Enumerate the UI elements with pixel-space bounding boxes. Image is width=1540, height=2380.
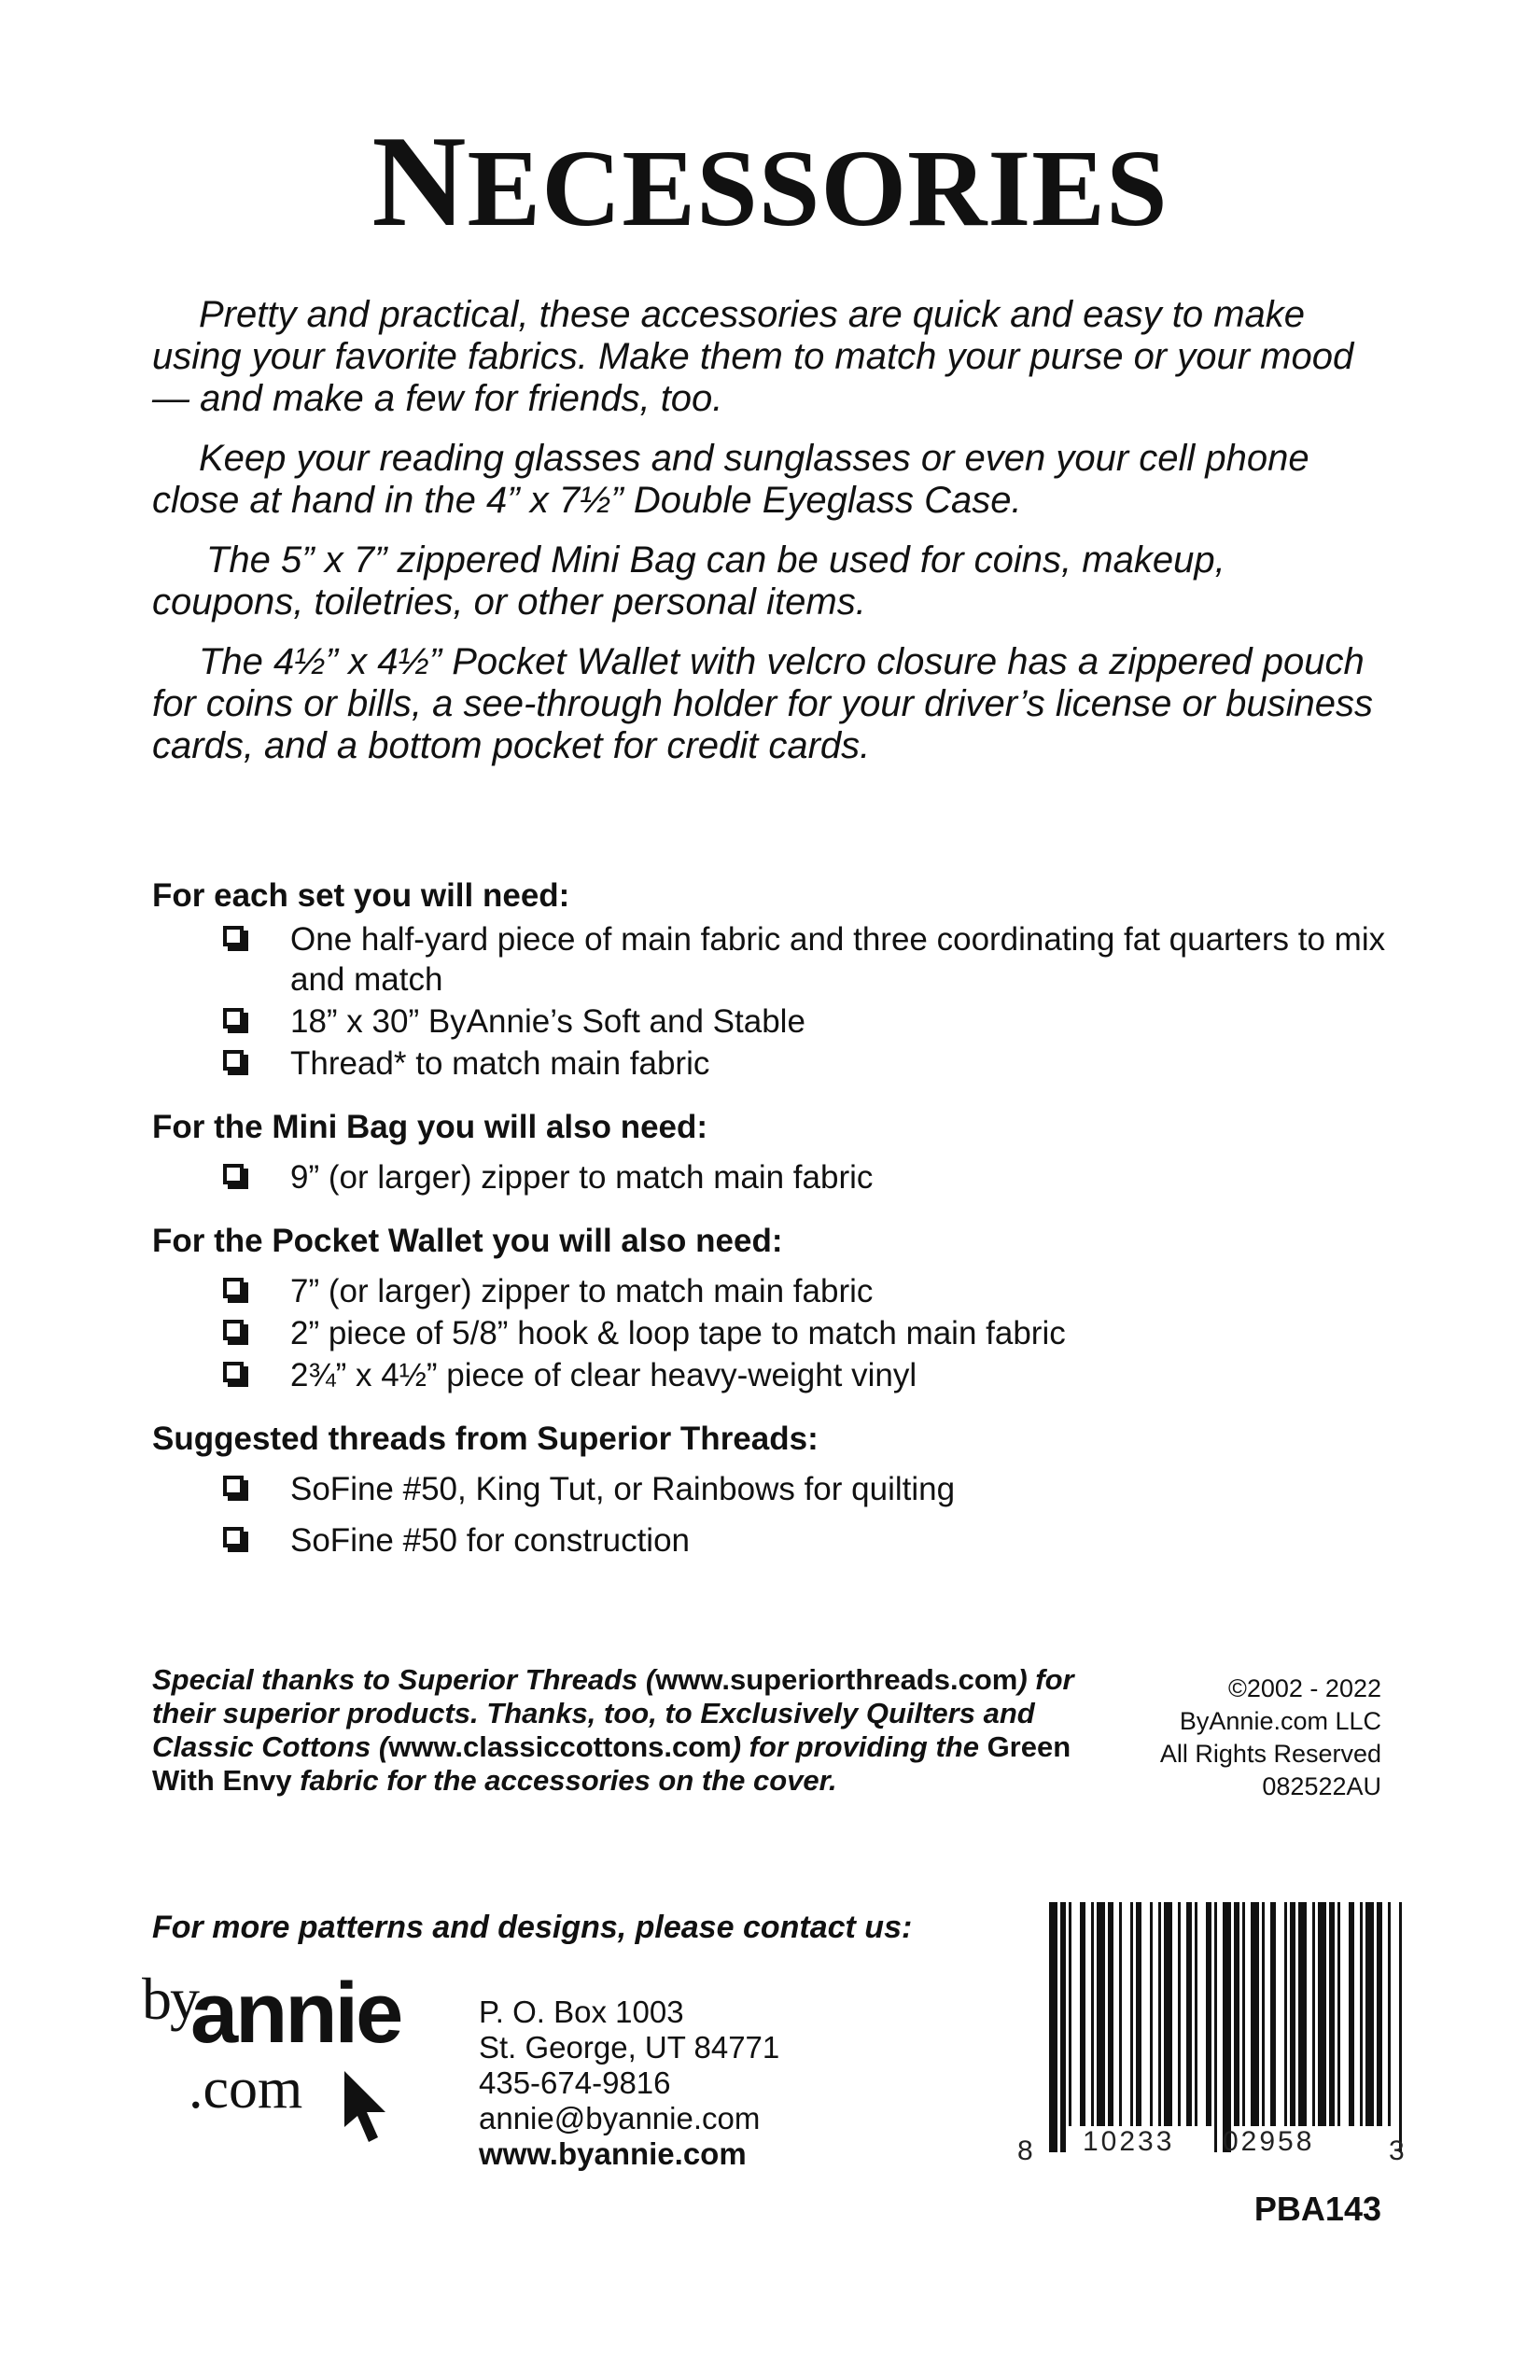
website-link[interactable]: www.byannie.com <box>479 2136 747 2171</box>
barcode-bar <box>1049 1902 1057 2152</box>
barcode-digits: 10233 <box>1083 2126 1175 2157</box>
barcode-bar <box>1312 1902 1315 2126</box>
checkbox-icon <box>223 1278 244 1298</box>
checklist-item: 9” (or larger) zipper to match main fabric <box>152 1157 1403 1197</box>
acknowledgements: Special thanks to Superior Threads (www.superiorthreads.com) for their superior products. Thanks, too, to Exclusively Quilters and Classic Cottons (www.classiccottons.com) for providing the Green With Envy fabric for the accessories on the cover. <box>152 1663 1074 1797</box>
fabric-name: Green With Envy <box>152 1730 1071 1797</box>
phone-number: 435-674-9816 <box>479 2065 671 2100</box>
barcode <box>1017 1902 1407 2173</box>
barcode-digit: 8 <box>1017 2135 1036 2166</box>
copyright-line: ©2002 - 2022 <box>1227 1674 1381 1702</box>
checkbox-icon <box>223 1527 244 1547</box>
barcode-bar <box>1130 1902 1133 2126</box>
company-name: ByAnnie.com LLC <box>1179 1707 1381 1735</box>
intro-paragraph: Pretty and practical, these accessories are quick and easy to make using your favorite fabrics. Make them to match your purse or your mood — and make a few for friends, too. <box>152 294 1354 419</box>
version-code: 082522AU <box>1262 1772 1381 1800</box>
checklist-item: 2” piece of 5/8” hook & loop tape to match main fabric <box>152 1313 1403 1353</box>
barcode-bar <box>1195 1902 1197 2126</box>
barcode-bar <box>1060 1902 1066 2152</box>
checkbox-icon <box>223 1320 244 1340</box>
copyright-block <box>1101 1673 1381 1803</box>
checklist-item: SoFine #50 for construction <box>152 1520 1403 1561</box>
intro-paragraph: The 5” x 7” zippered Mini Bag can be used for coins, makeup, coupons, toiletries, or other personal items. <box>152 539 1225 623</box>
barcode-bar <box>1091 1902 1094 2126</box>
checkbox-icon <box>223 926 244 946</box>
barcode-digits: 02958 <box>1223 2126 1315 2157</box>
barcode-digit: 3 <box>1389 2135 1407 2166</box>
checklist-item: 7” (or larger) zipper to match main fabric <box>152 1271 1403 1311</box>
address-line: P. O. Box 1003 <box>479 1995 684 2029</box>
barcode-bar <box>1097 1902 1105 2126</box>
email-address[interactable]: annie@byannie.com <box>479 2101 761 2135</box>
checklist <box>152 919 1403 1084</box>
checklist-item: 2¾” x 4½” piece of clear heavy-weight vinyl <box>152 1355 1403 1395</box>
byannie-logo <box>142 1965 422 2151</box>
contact-address <box>479 1995 779 2172</box>
superior-threads-link[interactable]: www.superiorthreads.com <box>655 1663 1018 1696</box>
checklist <box>152 1469 1403 1561</box>
barcode-bar <box>1270 1902 1276 2126</box>
materials-heading: For the Mini Bag you will also need: <box>152 1109 708 1145</box>
barcode-bar <box>1262 1902 1265 2126</box>
barcode-bar <box>1360 1902 1363 2126</box>
barcode-bar <box>1136 1902 1141 2126</box>
intro-paragraph: Keep your reading glasses and sunglasses or even your cell phone close at hand in the 4” x 7½” Double Eyeglass Case. <box>152 438 1309 521</box>
barcode-bar <box>1337 1902 1340 2126</box>
barcode-bar <box>1206 1902 1211 2126</box>
barcode-bar <box>1284 1902 1287 2126</box>
materials-list <box>152 875 1403 1584</box>
checkbox-icon <box>223 1050 244 1071</box>
barcode-bar <box>1069 1902 1071 2126</box>
cursor-arrow-icon <box>343 2069 391 2144</box>
intro-paragraph: The 4½” x 4½” Pocket Wallet with velcro closure has a zippered pouch for coins or bills, a see-through holder for your driver’s license or business cards, and a bottom pocket for credit cards. <box>152 641 1374 766</box>
address-line: St. George, UT 84771 <box>479 2030 780 2065</box>
logo-annie: annie <box>190 1966 401 2061</box>
barcode-bar <box>1150 1902 1153 2126</box>
barcode-bar <box>1377 1902 1382 2126</box>
checkbox-icon <box>223 1476 244 1496</box>
barcode-bar <box>1365 1902 1374 2126</box>
rights-line: All Rights Reserved <box>1159 1740 1381 1768</box>
barcode-bar <box>1178 1902 1181 2126</box>
contact-heading: For more patterns and designs, please contact us: <box>152 1910 913 1945</box>
title-text: NECESSORIES <box>371 109 1169 254</box>
barcode-bar <box>1251 1902 1259 2126</box>
barcode-bar <box>1158 1902 1161 2126</box>
materials-heading: For each set you will need: <box>152 877 570 914</box>
barcode-bar <box>1186 1902 1192 2126</box>
barcode-bar <box>1164 1902 1172 2126</box>
page-title <box>0 109 1540 254</box>
checkbox-icon <box>223 1008 244 1029</box>
checklist <box>152 1271 1403 1395</box>
checkbox-icon <box>223 1362 244 1382</box>
barcode-bar <box>1290 1902 1295 2126</box>
checklist-item: SoFine #50, King Tut, or Rainbows for quilting <box>152 1469 1403 1509</box>
barcode-bar <box>1080 1902 1085 2126</box>
checkbox-icon <box>223 1164 244 1184</box>
product-code: PBA143 <box>1253 2190 1381 2228</box>
materials-heading: For the Pocket Wallet you will also need: <box>152 1223 783 1259</box>
barcode-bar <box>1108 1902 1113 2126</box>
checklist-item: One half-yard piece of main fabric and three coordinating fat quarters to mix and match <box>152 919 1403 1000</box>
barcode-bar <box>1349 1902 1354 2126</box>
logo-com: .com <box>189 2057 303 2121</box>
intro-section <box>152 294 1384 785</box>
barcode-bar <box>1223 1902 1231 2152</box>
classic-cottons-link[interactable]: www.classiccottons.com <box>388 1730 732 1763</box>
logo-by: by <box>142 1966 198 2032</box>
barcode-bar <box>1234 1902 1239 2126</box>
checklist <box>152 1157 1403 1197</box>
checklist-item: 18” x 30” ByAnnie’s Soft and Stable <box>152 1001 1403 1042</box>
barcode-bar <box>1214 1902 1217 2152</box>
barcode-bar <box>1119 1902 1122 2126</box>
barcode-bar <box>1329 1902 1335 2126</box>
materials-heading: Suggested threads from Superior Threads: <box>152 1421 819 1457</box>
barcode-bar <box>1318 1902 1326 2126</box>
barcode-bar <box>1399 1902 1402 2152</box>
barcode-bar <box>1298 1902 1307 2126</box>
barcode-bar <box>1242 1902 1245 2126</box>
checklist-item: Thread* to match main fabric <box>152 1043 1403 1084</box>
barcode-bar <box>1388 1902 1391 2126</box>
